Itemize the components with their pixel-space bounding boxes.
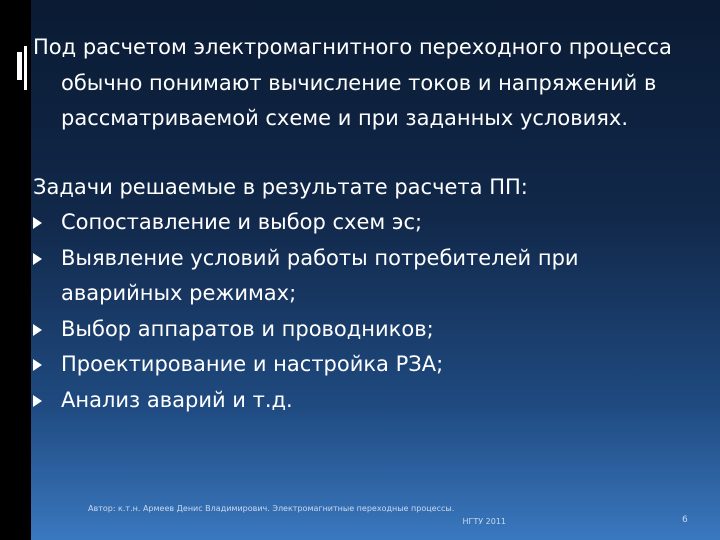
side-mark-upper bbox=[17, 52, 22, 80]
bullet-triangle-icon bbox=[33, 395, 42, 407]
list-item-text: Проектирование и настройка РЗА; bbox=[61, 352, 444, 376]
slide-content bbox=[33, 30, 693, 418]
list-item-text: Выбор аппаратов и проводников; bbox=[61, 316, 434, 341]
list-item bbox=[33, 312, 693, 348]
bullet-triangle-icon bbox=[33, 217, 42, 229]
bullet-triangle-icon bbox=[33, 324, 42, 336]
list-item-text: Анализ аварий и т.д. bbox=[61, 387, 293, 412]
list-item bbox=[33, 383, 693, 419]
list-item-text: Сопоставление и выбор схем эс; bbox=[61, 210, 423, 234]
footer-author: Автор: к.т.н. Армеев Денис Владимирович. Электромагнитные переходные процессы. bbox=[88, 504, 455, 513]
bullet-triangle-icon bbox=[33, 359, 42, 371]
list-item bbox=[33, 205, 693, 241]
footer-institution: НГТУ 2011 bbox=[462, 517, 506, 526]
list-item bbox=[33, 347, 693, 383]
slide-footer bbox=[88, 502, 506, 528]
list-item-text: Выявление условий работы потребителей при аварийных режимах; bbox=[61, 245, 579, 305]
paragraph-spacer bbox=[33, 137, 693, 170]
bullet-triangle-icon bbox=[33, 253, 42, 265]
list-item bbox=[33, 241, 693, 312]
page-number: 6 bbox=[682, 515, 688, 525]
tasks-heading: Задачи решаемые в результате расчета ПП: bbox=[33, 174, 528, 199]
intro-paragraph: Под расчетом электромагнитного переходного процесса обычно понимают вычисление токов и напряжений в рассматриваемой схеме и при заданных условиях. bbox=[33, 35, 672, 130]
tasks-list bbox=[33, 205, 693, 418]
side-mark-lower bbox=[24, 46, 27, 90]
left-side-bar bbox=[0, 0, 31, 540]
